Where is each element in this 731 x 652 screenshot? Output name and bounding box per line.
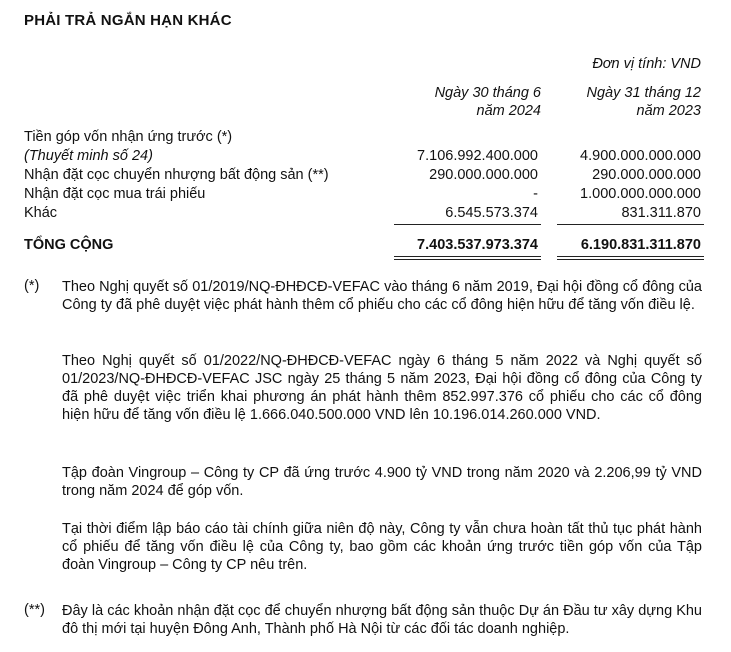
column-header-2023-line1: Ngày 31 tháng 12	[586, 85, 701, 101]
total-row	[24, 236, 704, 254]
row-value-2023: 831.311.870	[621, 205, 701, 221]
row-value-2024: -	[533, 186, 538, 202]
column-header-2023	[531, 84, 701, 120]
table-row	[24, 166, 704, 184]
column-header-2024	[371, 84, 541, 120]
row-label: Tiền góp vốn nhận ứng trước (*)	[24, 129, 233, 145]
row-label: Nhận đặt cọc mua trái phiếu	[24, 186, 206, 202]
total-rule-2024-a	[394, 256, 541, 257]
row-value-2023: 290.000.000.000	[592, 167, 701, 183]
row-value-2023: 4.900.000.000.000	[580, 148, 701, 164]
note-paragraph: Tập đoàn Vingroup – Công ty CP đã ứng trước 4.900 tỷ VND trong năm 2020 và 2.206,99 tỷ VND trong năm 2024 để góp vốn.	[62, 465, 702, 499]
row-value-2023: 1.000.000.000.000	[580, 186, 701, 202]
row-label: (Thuyết minh số 24)	[24, 148, 153, 164]
table-row	[24, 185, 704, 203]
total-label: TỔNG CỘNG	[24, 237, 114, 253]
total-rule-2024-b	[394, 259, 541, 260]
note-marker-1: (*)	[24, 278, 40, 294]
row-value-2024: 290.000.000.000	[429, 167, 538, 183]
note-marker-2: (**)	[24, 602, 45, 618]
column-header-2023-line2: năm 2023	[636, 103, 701, 119]
row-label: Nhận đặt cọc chuyển nhượng bất động sản (**)	[24, 167, 329, 183]
note-paragraph: Theo Nghị quyết số 01/2019/NQ-ĐHĐCĐ-VEFAC vào tháng 6 năm 2019, Đại hội đồng cổ đông của Công ty đã phê duyệt việc phát hành thêm cổ phiếu cho các cổ đông hiện hữu để tăng vốn điều lệ.	[62, 279, 702, 313]
total-value-2024: 7.403.537.973.374	[417, 237, 538, 253]
total-rule-2023-b	[557, 259, 704, 260]
table-row	[24, 204, 704, 222]
section-title: PHẢI TRẢ NGẮN HẠN KHÁC	[24, 12, 232, 29]
note-paragraph: Đây là các khoản nhận đặt cọc để chuyển nhượng bất động sản thuộc Dự án Đầu tư xây dựng Khu đô thị mới tại huyện Đông Anh, Thành phố Hà Nội từ các đối tác doanh nghiệp.	[62, 603, 702, 637]
subtotal-rule-2023	[557, 224, 704, 225]
total-value-2023: 6.190.831.311.870	[580, 237, 701, 253]
table-row	[24, 147, 704, 165]
row-value-2024: 7.106.992.400.000	[417, 148, 538, 164]
note-paragraph: Tại thời điểm lập báo cáo tài chính giữa niên độ này, Công ty vẫn chưa hoàn tất thủ tục phát hành cổ phiếu để tăng vốn điều lệ của Công ty, bao gồm các khoản ứng trước tiền góp vốn của Tập đoàn Vingroup – Công ty CP nêu trên.	[62, 521, 702, 573]
unit-label: Đơn vị tính: VND	[592, 56, 701, 72]
row-value-2024: 6.545.573.374	[445, 205, 538, 221]
row-label: Khác	[24, 205, 58, 221]
column-header-2024-line1: Ngày 30 tháng 6	[434, 85, 541, 101]
table-row	[24, 128, 704, 146]
note-paragraph: Theo Nghị quyết số 01/2022/NQ-ĐHĐCĐ-VEFAC ngày 6 tháng 5 năm 2022 và Nghị quyết số 01/2023/NQ-ĐHĐCĐ-VEFAC JSC ngày 25 tháng 5 năm 2023, Đại hội đồng cổ đông của Công ty đã phê duyệt việc triển khai phương án phát hành thêm 852.997.376 cổ phiếu cho các cổ đông hiện hữu để tăng vốn điều lệ 1.666.040.500.000 VND lên 10.196.014.260.000 VND.	[62, 353, 702, 423]
subtotal-rule-2024	[394, 224, 541, 225]
column-header-2024-line2: năm 2024	[476, 103, 541, 119]
total-rule-2023-a	[557, 256, 704, 257]
